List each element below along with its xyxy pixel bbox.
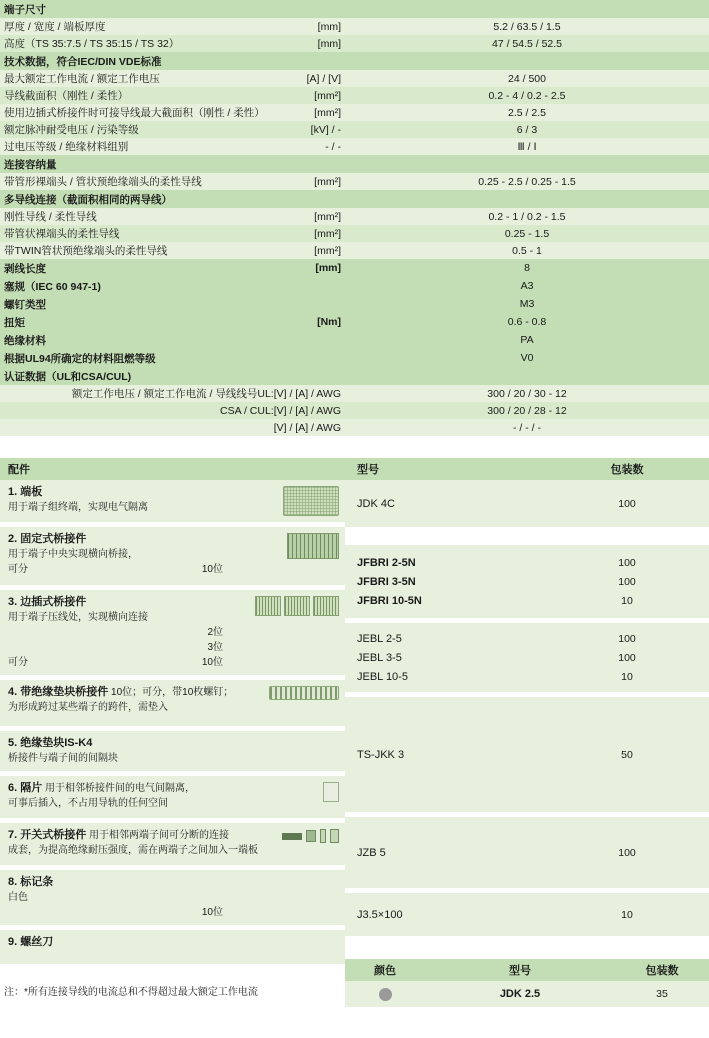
color-table-header <box>345 959 709 981</box>
footnote: 注：*所有连接导线的电流总和不得超过最大额定工作电流 <box>4 987 258 998</box>
spec-row <box>0 277 345 295</box>
spec-row <box>0 104 345 121</box>
spec-row-unit: [mm²] <box>314 106 341 119</box>
accessory-item <box>0 590 345 675</box>
order-pack: 100 <box>618 651 636 664</box>
accessory-subline <box>8 655 223 670</box>
spec-row-value <box>345 190 709 208</box>
spec-row-label: 带管状裸端头的柔性导线 <box>4 228 120 240</box>
spec-row-value: 6 / 3 <box>345 121 709 138</box>
accessory-item <box>0 870 345 925</box>
order-pack: 100 <box>618 575 636 588</box>
accessory-subline-value: 2位 <box>207 627 223 638</box>
specification-table <box>0 0 709 436</box>
order-group <box>345 480 709 527</box>
spec-row-label: 最大额定工作电流 / 额定工作电压 <box>4 73 160 85</box>
spec-row <box>0 385 345 402</box>
spec-row-value <box>345 155 709 173</box>
order-group <box>345 697 709 812</box>
spec-row-label: 额定脉冲耐受电压 / 污染等级 <box>4 124 139 136</box>
spec-row-value: A3 <box>345 277 709 295</box>
order-model: JEBL 2-5 <box>357 632 402 645</box>
spec-row <box>0 155 345 173</box>
order-pack: 10 <box>621 670 633 683</box>
order-pack: 10 <box>621 594 633 607</box>
spec-row-unit: [mm²] <box>314 89 341 102</box>
spec-row <box>0 419 345 436</box>
table-row <box>345 648 709 667</box>
spec-row-value: 0.2 - 4 / 0.2 - 2.5 <box>345 87 709 104</box>
order-pack: 50 <box>621 748 633 761</box>
color-col-color: 颜色 <box>374 965 396 977</box>
comb-bridge-figure-icon <box>255 596 339 616</box>
accessory-description: 为形成跨过某些端子的跨件，需垫入 <box>8 702 168 713</box>
spec-row-value: - / - / - <box>345 419 709 436</box>
spec-row-label: 过电压等级 / 绝缘材料组别 <box>4 141 129 153</box>
accessory-subline <box>8 562 223 577</box>
order-model: JFBRI 10-5N <box>357 594 422 607</box>
spec-row-value: 5.2 / 63.5 / 1.5 <box>345 18 709 35</box>
spec-row-value <box>345 52 709 70</box>
spec-row <box>0 0 345 18</box>
table-row <box>345 572 709 591</box>
spec-row-label: 根据UL94所确定的材料阻燃等级 <box>4 352 156 365</box>
order-group <box>345 623 709 692</box>
accessory-title: 3. 边插式桥接件 <box>8 596 87 608</box>
accessories-list <box>0 458 345 998</box>
accessory-description: 用于端子中央实现横向桥接， <box>8 549 138 560</box>
spec-row-label: 带管形裸端头 / 管状预绝缘端头的柔性导线 <box>4 176 202 188</box>
accessory-subline-label: 可分 <box>8 657 28 668</box>
accessory-title: 7. 开关式桥接件 用于相邻两端子间可分断的连接 <box>8 829 230 841</box>
spec-row-label: 扭矩 <box>4 316 25 329</box>
accessory-description: 可事后插入，不占用导轨的任何空间 <box>8 798 168 809</box>
accessory-description: 用于端子压线处，实现横向连接 <box>8 612 148 623</box>
spec-row-label: 认证数据（UL和CSA/CUL) <box>4 370 132 383</box>
spec-row-value: 47 / 54.5 / 52.5 <box>345 35 709 52</box>
accessory-description: 白色 <box>8 892 28 903</box>
accessory-subline <box>8 625 223 640</box>
spec-row-value: V0 <box>345 349 709 367</box>
spec-row-value: M3 <box>345 295 709 313</box>
accessory-subline <box>8 905 223 920</box>
order-col-pack: 包装数 <box>610 464 644 476</box>
order-group <box>345 532 709 540</box>
spec-row <box>0 121 345 138</box>
color-pack: 35 <box>656 988 668 1000</box>
table-row <box>345 667 709 686</box>
accessory-title: 2. 固定式桥接件 <box>8 533 87 545</box>
table-row <box>345 591 709 610</box>
color-col-model: 型号 <box>509 965 531 977</box>
accessory-subline-value: 3位 <box>207 642 223 653</box>
accessory-subline <box>8 640 223 655</box>
table-row <box>345 553 709 572</box>
spec-row-value: 0.25 - 2.5 / 0.25 - 1.5 <box>345 173 709 190</box>
spec-row-unit: UL:[V] / [A] / AWG <box>257 387 341 400</box>
order-model: JFBRI 3-5N <box>357 575 416 588</box>
spec-row <box>0 313 345 331</box>
table-row <box>345 494 709 513</box>
accessory-title: 9. 螺丝刀 <box>8 936 54 948</box>
order-table-header <box>345 458 709 480</box>
spec-row <box>0 259 345 277</box>
spec-row-value: Ⅲ / Ⅰ <box>345 138 709 155</box>
spec-row <box>0 208 345 225</box>
spec-row-unit: - / - <box>325 140 341 153</box>
spec-row <box>0 331 345 349</box>
color-swatch <box>345 988 425 1001</box>
separator-figure-icon <box>323 782 339 802</box>
spec-row-value: PA <box>345 331 709 349</box>
spec-row-unit: [mm] <box>317 37 341 50</box>
spec-row-label: 剥线长度 <box>4 262 46 275</box>
spec-row-unit: [mm²] <box>314 175 341 188</box>
spec-row <box>0 18 345 35</box>
spec-row-label: 额定工作电压 / 额定工作电流 / 导线线号 <box>71 388 258 400</box>
spec-row-label: 导线截面积（刚性 / 柔性） <box>4 90 129 102</box>
spec-row <box>0 295 345 313</box>
end-plate-figure-icon <box>283 486 339 516</box>
spec-row-label: 绝缘材料 <box>4 334 46 347</box>
spec-row <box>0 70 345 87</box>
accessory-title: 1. 端板 <box>8 486 43 498</box>
spec-row <box>0 367 345 385</box>
order-model: JEBL 10-5 <box>357 670 408 683</box>
spec-label-column <box>0 0 345 436</box>
spec-row-label: 端子尺寸 <box>4 3 46 16</box>
order-group <box>345 893 709 936</box>
order-model: JEBL 3-5 <box>357 651 402 664</box>
accessory-subline-value: 10位 <box>201 564 223 575</box>
accessory-note: 用于相邻两端子间可分断的连接 <box>86 830 230 841</box>
table-row <box>345 905 709 924</box>
accessory-title: 8. 标记条 <box>8 876 54 888</box>
spec-row-unit: [mm²] <box>314 244 341 257</box>
fixed-bridge-figure-icon <box>287 533 339 559</box>
spec-row-label: 多导线连接（截面积相同的两导线） <box>4 193 172 206</box>
order-pack: 10 <box>621 908 633 921</box>
accessory-spacer <box>0 964 345 969</box>
accessory-item <box>0 823 345 865</box>
order-model: TS-JKK 3 <box>357 748 405 761</box>
spec-row-label: 技术数据，符合IEC/DIN VDE标准 <box>4 55 162 68</box>
order-group <box>345 817 709 888</box>
table-row <box>345 745 709 764</box>
spec-row-label: 高度（TS 35:7.5 / TS 35:15 / TS 32） <box>4 38 180 50</box>
accessory-description: 成套，为提高绝缘耐压强度，需在两端子之间加入一端板 <box>8 845 258 856</box>
spec-row-unit: [mm] <box>315 262 341 274</box>
spec-row-label: 连接容纳量 <box>4 158 57 171</box>
spec-row <box>0 173 345 190</box>
spec-row-unit: [mm²] <box>314 227 341 240</box>
spec-row <box>0 35 345 52</box>
spec-row <box>0 138 345 155</box>
table-row <box>345 843 709 862</box>
accessory-title: 6. 隔片 用于相邻桥接件间的电气间隔离， <box>8 782 196 794</box>
spec-row-label: 厚度 / 宽度 / 端板厚度 <box>4 21 106 33</box>
spec-row-unit: [kV] / - <box>310 123 341 136</box>
accessory-item <box>0 731 345 771</box>
spec-row <box>0 349 345 367</box>
accessory-subline-value: 10位 <box>201 907 223 918</box>
spec-row-label: 螺钉类型 <box>4 298 46 311</box>
spec-row <box>0 242 345 259</box>
spec-row-value: 0.5 - 1 <box>345 242 709 259</box>
order-col-model: 型号 <box>357 464 379 476</box>
spec-row <box>0 52 345 70</box>
spec-row-value <box>345 367 709 385</box>
order-pack: 100 <box>618 556 636 569</box>
color-dot-icon <box>379 988 392 1001</box>
table-row <box>345 981 709 1007</box>
accessory-description: 桥接件与端子间的间隔块 <box>8 753 118 764</box>
spec-row-value: 2.5 / 2.5 <box>345 104 709 121</box>
accessory-item <box>0 480 345 522</box>
spec-row-value: 300 / 20 / 28 - 12 <box>345 402 709 419</box>
spec-row <box>0 402 345 419</box>
spec-row-value: 24 / 500 <box>345 70 709 87</box>
accessory-title: 5. 绝缘垫块IS-K4 <box>8 737 93 749</box>
accessory-subline-value: 10位 <box>201 657 223 668</box>
spec-row <box>0 225 345 242</box>
spec-row-label: 刚性导线 / 柔性导线 <box>4 211 97 223</box>
color-model: JDK 2.5 <box>499 988 541 1000</box>
order-pack: 100 <box>618 846 636 859</box>
switch-bridge-figure-icon <box>282 829 339 843</box>
spec-value-column <box>345 0 709 436</box>
order-group <box>345 545 709 618</box>
spec-row-unit: [mm²] <box>314 210 341 223</box>
spec-row-label: 使用边插式桥接件时可接导线最大截面积（刚性 / 柔性） <box>4 107 265 119</box>
spec-row-unit: [mm] <box>317 20 341 33</box>
table-row <box>345 629 709 648</box>
spec-row-value: 0.25 - 1.5 <box>345 225 709 242</box>
accessory-description: 用于端子组终端，实现电气隔离 <box>8 502 148 513</box>
spec-row-label: 带TWIN管状预绝缘端头的柔性导线 <box>4 245 168 257</box>
accessory-item <box>0 680 345 726</box>
accessory-note: 10位；可分，带10枚螺钉； <box>108 687 234 698</box>
spec-row-unit: [A] / [V] <box>306 72 341 85</box>
spec-row-value <box>345 0 709 18</box>
spec-row <box>0 87 345 104</box>
order-pack: 100 <box>618 632 636 645</box>
spec-row-unit: CSA / CUL:[V] / [A] / AWG <box>220 404 341 417</box>
accessory-subline-label: 可分 <box>8 564 28 575</box>
accessory-item <box>0 776 345 818</box>
spec-row-value: 8 <box>345 259 709 277</box>
order-pack: 100 <box>618 497 636 510</box>
order-model: JDK 4C <box>357 497 395 510</box>
spec-row-unit: [Nm] <box>317 316 341 328</box>
spec-row-value: 0.6 - 0.8 <box>345 313 709 331</box>
spec-row <box>0 190 345 208</box>
color-col-pack: 包装数 <box>645 965 679 977</box>
spec-row-unit: [V] / [A] / AWG <box>273 421 341 434</box>
order-table <box>345 458 709 1007</box>
order-model: JFBRI 2-5N <box>357 556 416 569</box>
spec-row-value: 300 / 20 / 30 - 12 <box>345 385 709 402</box>
accessory-item <box>0 527 345 585</box>
spec-row-label: 塞规（IEC 60 947-1) <box>4 280 101 293</box>
order-model: JZB 5 <box>357 846 386 859</box>
accessories-section <box>0 458 709 1007</box>
order-model: J3.5×100 <box>357 908 403 921</box>
accessories-header: 配件 <box>0 458 345 480</box>
spec-row-value: 0.2 - 1 / 0.2 - 1.5 <box>345 208 709 225</box>
accessory-note: 用于相邻桥接件间的电气间隔离， <box>42 783 196 794</box>
accessory-item <box>0 930 345 964</box>
accessory-title: 4. 带绝缘垫块桥接件 10位；可分，带10枚螺钉； <box>8 686 234 698</box>
insulated-bridge-figure-icon <box>269 686 339 700</box>
